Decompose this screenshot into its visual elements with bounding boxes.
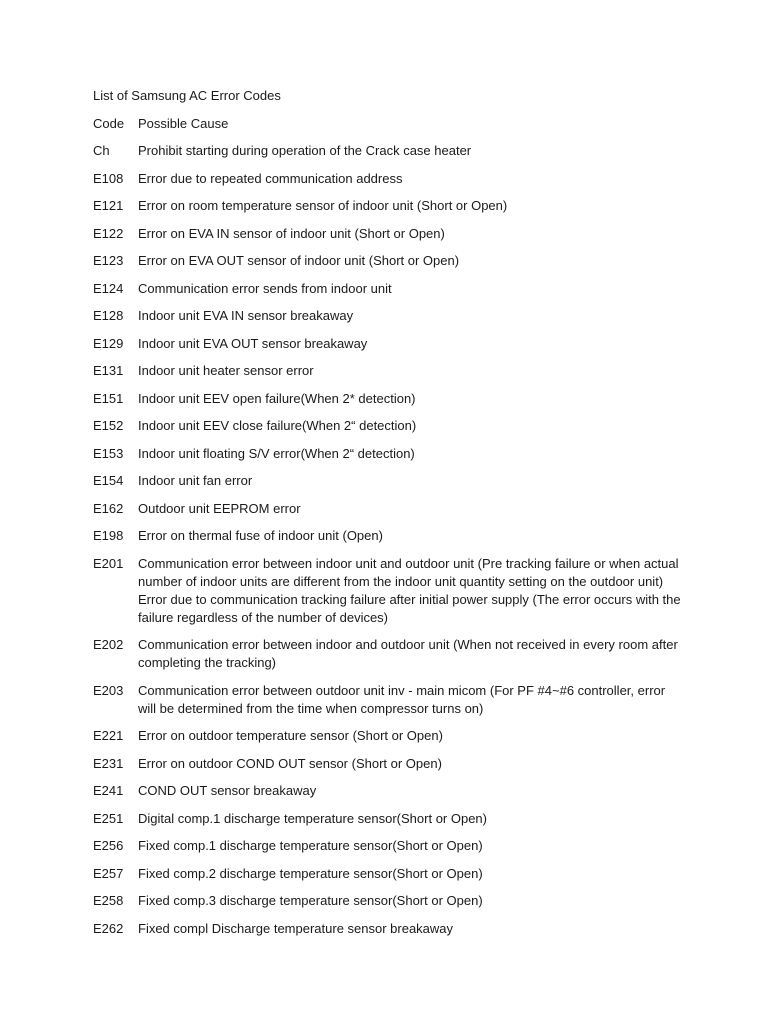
error-cause: Error due to repeated communication address [138, 170, 403, 186]
error-code: E124 [93, 280, 124, 296]
error-code: E258 [93, 893, 124, 908]
error-code: E257 [93, 865, 124, 881]
error-code: E203 [93, 682, 124, 698]
error-cause: Communication error sends from indoor unit [138, 280, 392, 296]
error-cause: Indoor unit floating S/V error(When 2“ detection) [138, 445, 415, 461]
error-cause: Error on EVA IN sensor of indoor unit (Short or Open) [138, 225, 445, 241]
error-code-row [93, 142, 683, 160]
error-code-row [93, 810, 683, 828]
error-code-row [93, 920, 683, 938]
error-code: E262 [93, 920, 124, 936]
error-code-row [93, 335, 683, 353]
error-cause: Error on outdoor temperature sensor (Short or Open) [138, 728, 443, 743]
error-code-row [93, 682, 683, 718]
error-cause: Outdoor unit EEPROM error [138, 500, 301, 516]
error-code: E151 [93, 390, 124, 406]
error-cause: Indoor unit fan error [138, 473, 253, 488]
error-code-row [93, 225, 683, 243]
header-code: Code [93, 115, 125, 131]
error-cause: Communication error between outdoor unit inv - main micom (For PF #4~#6 controller, error will be determined from the time when compressor turns on) [138, 682, 666, 716]
error-code: E153 [93, 445, 124, 461]
error-code: E221 [93, 728, 124, 743]
document-title: List of Samsung AC Error Codes [93, 88, 281, 103]
error-code: E152 [93, 418, 124, 433]
error-cause: Error on room temperature sensor of indoor unit (Short or Open) [138, 198, 508, 213]
error-cause: Fixed comp.2 discharge temperature sensor(Short or Open) [138, 865, 483, 881]
error-code: Ch [93, 143, 110, 158]
error-cause: Fixed comp.3 discharge temperature sensor(Short or Open) [138, 893, 483, 908]
error-code-list [93, 142, 683, 938]
error-code: E198 [93, 528, 124, 543]
error-code-row [93, 252, 683, 270]
error-code-row [93, 527, 683, 545]
error-code-row [93, 555, 683, 627]
error-code-row [93, 170, 683, 188]
error-code: E202 [93, 637, 124, 652]
error-code-row [93, 417, 683, 435]
error-cause: Indoor unit EEV close failure(When 2“ detection) [138, 418, 417, 433]
error-code-row [93, 782, 683, 800]
error-code: E162 [93, 500, 124, 516]
document-content [93, 87, 683, 947]
error-code: E131 [93, 363, 124, 378]
error-code: E123 [93, 253, 124, 268]
error-cause: Fixed comp.1 discharge temperature sensor(Short or Open) [138, 838, 483, 853]
error-cause: Indoor unit EVA OUT sensor breakaway [138, 335, 368, 351]
error-code-row [93, 837, 683, 855]
error-cause: Error on thermal fuse of indoor unit (Open) [138, 528, 383, 543]
error-code-row [93, 636, 683, 672]
error-cause: Error on EVA OUT sensor of indoor unit (Short or Open) [138, 253, 460, 268]
error-code-row [93, 755, 683, 773]
table-header-row [93, 115, 683, 133]
error-code: E241 [93, 783, 124, 798]
error-code: E251 [93, 810, 124, 826]
error-cause: Communication error between indoor and outdoor unit (When not received in every room after completing the tracking) [138, 637, 678, 670]
error-code-row [93, 865, 683, 883]
error-code-row [93, 197, 683, 215]
error-cause: Prohibit starting during operation of the Crack case heater [138, 143, 472, 158]
error-code-row [93, 390, 683, 408]
error-cause: Indoor unit EVA IN sensor breakaway [138, 308, 354, 323]
error-code: E256 [93, 838, 124, 853]
error-cause: Digital comp.1 discharge temperature sensor(Short or Open) [138, 810, 487, 826]
error-cause: Communication error between indoor unit and outdoor unit (Pre tracking failure or when actual number of indoor units are different from the indoor unit quantity setting on the outdoor unit) Error due to communication tracking failure after initial power supply (The error occurs with the failure regardless of the number of devices) [138, 555, 681, 625]
error-code-row [93, 472, 683, 490]
error-code: E128 [93, 308, 124, 323]
error-code: E121 [93, 198, 124, 213]
error-cause: COND OUT sensor breakaway [138, 783, 317, 798]
error-code: E108 [93, 170, 124, 186]
error-code: E129 [93, 335, 124, 351]
error-code-row [93, 727, 683, 745]
error-code: E154 [93, 473, 124, 488]
error-cause: Indoor unit heater sensor error [138, 363, 314, 378]
error-cause: Error on outdoor COND OUT sensor (Short or Open) [138, 755, 442, 771]
error-cause: Indoor unit EEV open failure(When 2* detection) [138, 390, 416, 406]
error-code: E122 [93, 225, 124, 241]
error-code-row [93, 892, 683, 910]
error-cause: Fixed compl Discharge temperature sensor breakaway [138, 920, 454, 936]
header-cause: Possible Cause [138, 115, 229, 131]
error-code-row [93, 362, 683, 380]
error-code-row [93, 307, 683, 325]
error-code: E231 [93, 755, 124, 771]
error-code-row [93, 445, 683, 463]
error-code: E201 [93, 555, 124, 571]
error-code-row [93, 500, 683, 518]
error-code-row [93, 280, 683, 298]
